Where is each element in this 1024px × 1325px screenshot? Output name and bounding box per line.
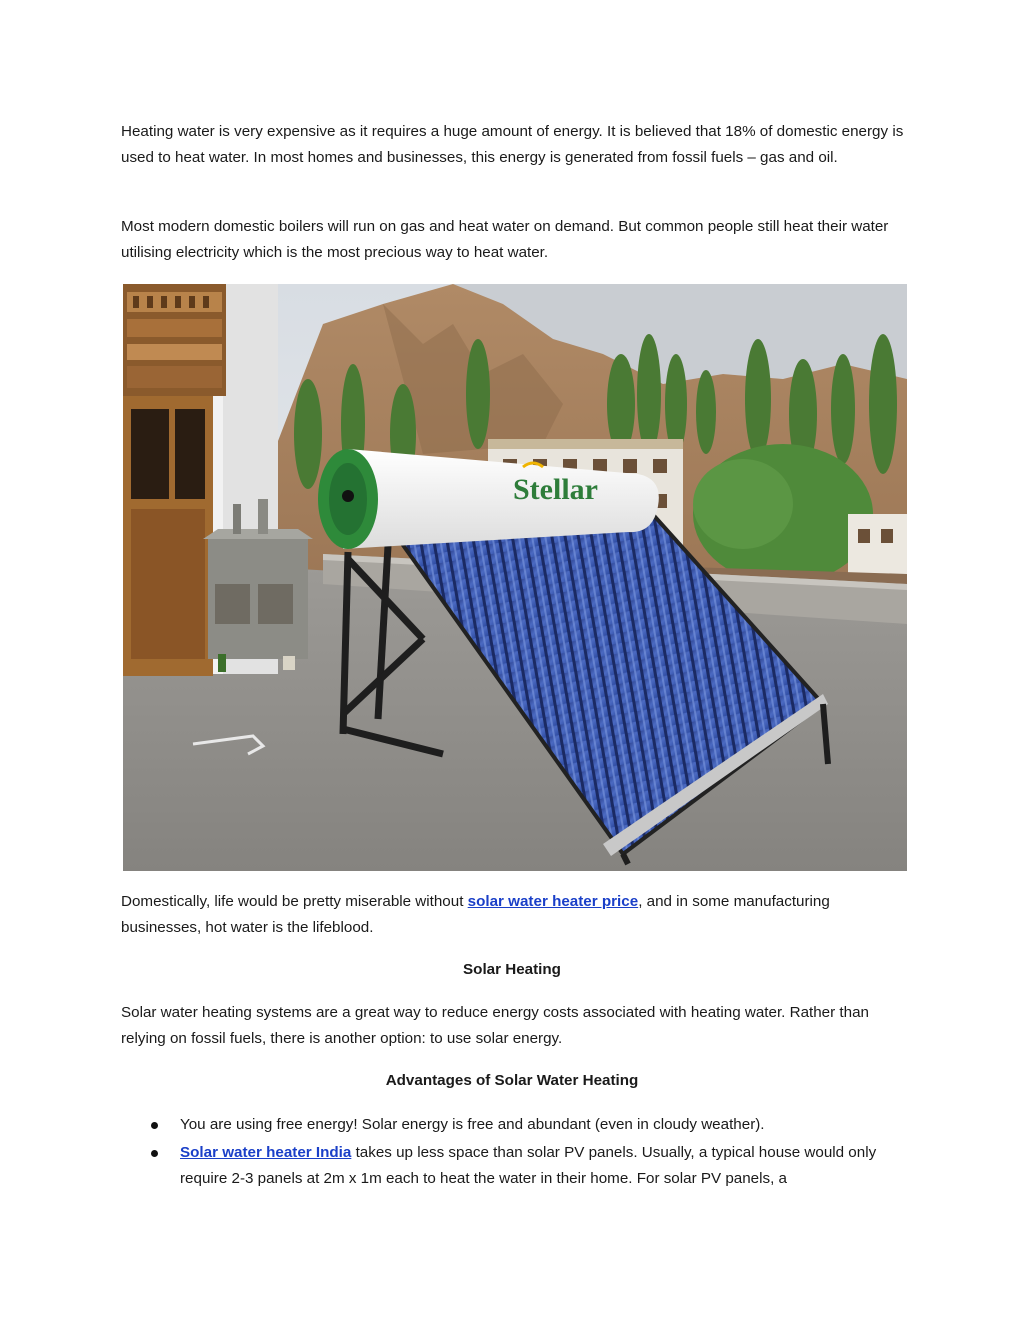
solar-water-heater-price-link[interactable]: solar water heater price (467, 893, 639, 910)
heading-solar-heating: Solar Heating (463, 961, 561, 978)
bullet-icon (151, 1122, 158, 1129)
solar-water-heater-india-link[interactable]: Solar water heater India (180, 1144, 352, 1161)
paragraph-intro: Heating water is very expensive as it requires a huge amount of energy. It is believed that 18% of domestic energy is used to heat water. In most homes and businesses, this energy is generated from fossil fuels – gas and oil. (121, 123, 904, 166)
bullet-icon (151, 1150, 158, 1157)
heading-advantages: Advantages of Solar Water Heating (385, 1072, 639, 1089)
tank-brand-label: Stellar (513, 473, 598, 506)
solar-water-heater-photo (123, 284, 907, 871)
paragraph-domestically (121, 889, 911, 941)
bullet-text: takes up less space than solar PV panels. Usually, a typical house would only require 2-3 panels at 2m x 1m each to heat the water in their home. For solar PV panels, a (180, 1144, 877, 1187)
list-item (121, 1140, 911, 1192)
list-item (121, 1112, 911, 1138)
advantages-list (121, 1112, 911, 1194)
paragraph-boilers: Most modern domestic boilers will run on gas and heat water on demand. But common people still heat their water utilising electricity which is the most precious way to heat water. (121, 218, 889, 261)
bullet-text: You are using free energy! Solar energy is free and abundant (even in cloudy weather). (180, 1116, 765, 1133)
paragraph-solar-systems: Solar water heating systems are a great way to reduce energy costs associated with heating water. Rather than relying on fossil fuels, there is another option: to use solar energy. (121, 1004, 869, 1047)
paragraph-domestically-tail: , and in some manufacturing businesses, hot water is the lifeblood. (121, 893, 830, 936)
paragraph-domestically-lead: Domestically, life would be pretty miserable without (121, 893, 468, 910)
